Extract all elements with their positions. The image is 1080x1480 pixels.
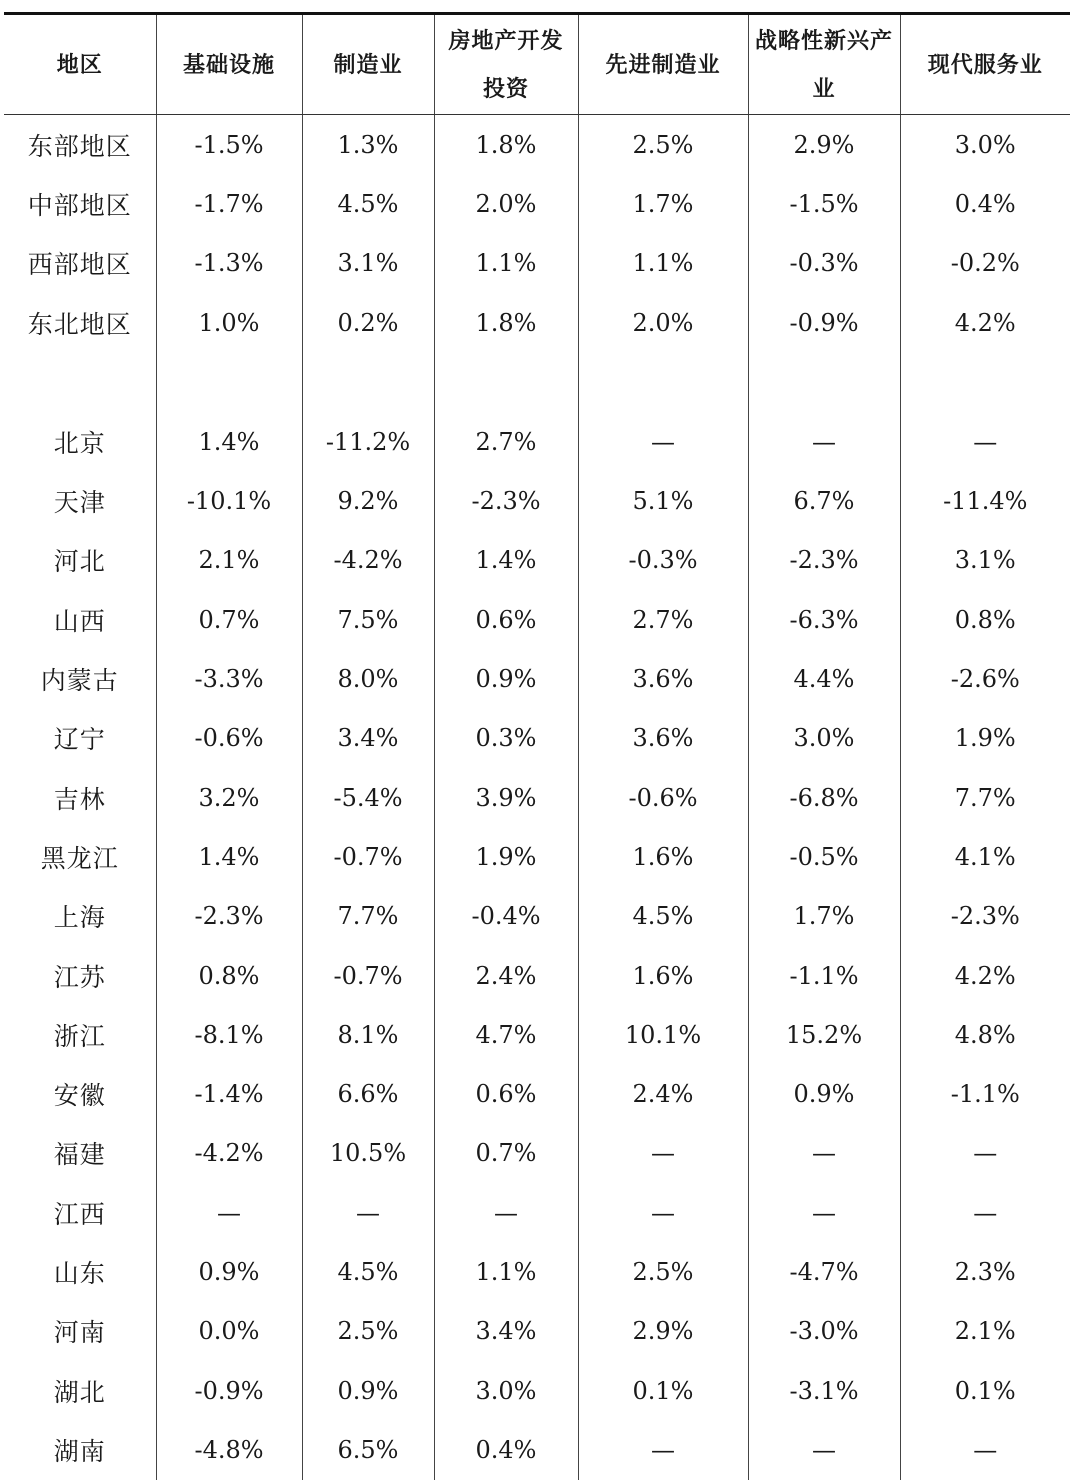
- cell-modern-services: 0.1%: [900, 1361, 1070, 1420]
- table-row: [4, 827, 1070, 886]
- cell-infrastructure: -1.7%: [156, 174, 302, 233]
- table-row: [4, 234, 1070, 293]
- cell-advanced-manufacturing: —: [578, 1183, 748, 1242]
- cell-real-estate: 4.7%: [434, 1005, 578, 1064]
- cell-strategic-emerging: -3.1%: [748, 1361, 900, 1420]
- cell-strategic-emerging: -2.3%: [748, 531, 900, 590]
- cell-real-estate: 0.6%: [434, 1064, 578, 1123]
- cell-real-estate: —: [434, 1183, 578, 1242]
- cell-manufacturing: 1.3%: [302, 115, 434, 175]
- cell-manufacturing: 2.5%: [302, 1302, 434, 1361]
- cell-modern-services: 4.8%: [900, 1005, 1070, 1064]
- cell-manufacturing: 6.6%: [302, 1064, 434, 1123]
- table-body: [4, 115, 1070, 1480]
- cell-infrastructure: 1.4%: [156, 412, 302, 471]
- cell-advanced-manufacturing: 1.6%: [578, 827, 748, 886]
- table-row: [4, 946, 1070, 1005]
- cell-advanced-manufacturing: —: [578, 1124, 748, 1183]
- cell-region: 福建: [53, 1140, 106, 1170]
- cell-advanced-manufacturing: [578, 352, 748, 412]
- cell-modern-services: 2.3%: [900, 1242, 1070, 1301]
- cell-manufacturing: 0.2%: [302, 293, 434, 352]
- table-row: [4, 590, 1070, 649]
- cell-infrastructure: -4.2%: [156, 1124, 302, 1183]
- cell-region: 湖南: [53, 1436, 106, 1466]
- cell-manufacturing: -5.4%: [302, 768, 434, 827]
- cell-real-estate: 1.9%: [434, 827, 578, 886]
- cell-strategic-emerging: -6.3%: [748, 590, 900, 649]
- cell-region: 山西: [53, 606, 106, 636]
- cell-infrastructure: -3.3%: [156, 649, 302, 708]
- cell-manufacturing: 8.1%: [302, 1005, 434, 1064]
- cell-strategic-emerging: -0.5%: [748, 827, 900, 886]
- cell-modern-services: [900, 352, 1070, 412]
- cell-region: [4, 352, 156, 412]
- cell-real-estate: 1.8%: [434, 293, 578, 352]
- cell-region: 东部地区: [27, 131, 132, 161]
- cell-real-estate: 2.0%: [434, 174, 578, 233]
- cell-region: 河南: [53, 1318, 106, 1348]
- cell-infrastructure: 0.8%: [156, 946, 302, 1005]
- cell-advanced-manufacturing: 0.1%: [578, 1361, 748, 1420]
- cell-manufacturing: 3.1%: [302, 234, 434, 293]
- cell-infrastructure: -1.3%: [156, 234, 302, 293]
- cell-real-estate: 0.3%: [434, 709, 578, 768]
- cell-region: 河北: [53, 547, 106, 577]
- cell-strategic-emerging: 3.0%: [748, 709, 900, 768]
- cell-real-estate: 1.4%: [434, 531, 578, 590]
- cell-infrastructure: —: [156, 1183, 302, 1242]
- table-row: [4, 531, 1070, 590]
- header-infrastructure: 基础设施: [156, 14, 302, 115]
- table-row: [4, 293, 1070, 352]
- cell-manufacturing: —: [302, 1183, 434, 1242]
- cell-advanced-manufacturing: 10.1%: [578, 1005, 748, 1064]
- cell-region: 东北地区: [27, 309, 132, 339]
- cell-infrastructure: 0.7%: [156, 590, 302, 649]
- cell-strategic-emerging: 1.7%: [748, 887, 900, 946]
- cell-strategic-emerging: -0.3%: [748, 234, 900, 293]
- cell-strategic-emerging: [748, 352, 900, 412]
- cell-strategic-emerging: -1.5%: [748, 174, 900, 233]
- cell-infrastructure: -4.8%: [156, 1420, 302, 1479]
- cell-modern-services: 4.1%: [900, 827, 1070, 886]
- cell-modern-services: 7.7%: [900, 768, 1070, 827]
- cell-strategic-emerging: -3.0%: [748, 1302, 900, 1361]
- header-advanced-manufacturing: 先进制造业: [578, 14, 748, 115]
- header-real-estate: 房地产开发投资: [434, 14, 578, 115]
- header-region: 地区: [4, 14, 156, 115]
- cell-manufacturing: 9.2%: [302, 471, 434, 530]
- cell-region: 西部地区: [27, 250, 132, 280]
- cell-modern-services: 3.0%: [900, 115, 1070, 175]
- cell-infrastructure: -0.6%: [156, 709, 302, 768]
- cell-modern-services: —: [900, 1124, 1070, 1183]
- cell-advanced-manufacturing: 5.1%: [578, 471, 748, 530]
- cell-infrastructure: 1.4%: [156, 827, 302, 886]
- cell-advanced-manufacturing: 2.7%: [578, 590, 748, 649]
- cell-real-estate: 0.4%: [434, 1420, 578, 1479]
- cell-region: 江苏: [53, 962, 106, 992]
- cell-region: 天津: [53, 488, 106, 518]
- cell-real-estate: [434, 352, 578, 412]
- cell-infrastructure: -1.4%: [156, 1064, 302, 1123]
- cell-manufacturing: 10.5%: [302, 1124, 434, 1183]
- header-strategic-emerging: 战略性新兴产业: [748, 14, 900, 115]
- cell-real-estate: 0.6%: [434, 590, 578, 649]
- cell-region: 湖北: [53, 1377, 106, 1407]
- cell-modern-services: 2.1%: [900, 1302, 1070, 1361]
- cell-modern-services: -1.1%: [900, 1064, 1070, 1123]
- cell-manufacturing: 6.5%: [302, 1420, 434, 1479]
- cell-region: 江西: [53, 1199, 106, 1229]
- cell-infrastructure: 2.1%: [156, 531, 302, 590]
- header-modern-services: 现代服务业: [900, 14, 1070, 115]
- cell-real-estate: 3.9%: [434, 768, 578, 827]
- table-row: [4, 115, 1070, 175]
- cell-strategic-emerging: -6.8%: [748, 768, 900, 827]
- cell-manufacturing: 0.9%: [302, 1361, 434, 1420]
- cell-region: 北京: [53, 428, 106, 458]
- cell-real-estate: 3.4%: [434, 1302, 578, 1361]
- cell-real-estate: 3.0%: [434, 1361, 578, 1420]
- cell-infrastructure: -0.9%: [156, 1361, 302, 1420]
- table-header: [4, 14, 1070, 115]
- cell-modern-services: -0.2%: [900, 234, 1070, 293]
- cell-advanced-manufacturing: 4.5%: [578, 887, 748, 946]
- cell-region: 浙江: [53, 1021, 106, 1051]
- cell-manufacturing: 7.5%: [302, 590, 434, 649]
- cell-infrastructure: 3.2%: [156, 768, 302, 827]
- cell-manufacturing: -0.7%: [302, 827, 434, 886]
- cell-modern-services: 0.4%: [900, 174, 1070, 233]
- cell-advanced-manufacturing: 2.4%: [578, 1064, 748, 1123]
- cell-advanced-manufacturing: 3.6%: [578, 709, 748, 768]
- cell-advanced-manufacturing: 2.5%: [578, 115, 748, 175]
- table-row: [4, 1242, 1070, 1301]
- cell-strategic-emerging: —: [748, 1183, 900, 1242]
- table-row: [4, 887, 1070, 946]
- cell-manufacturing: 4.5%: [302, 174, 434, 233]
- cell-manufacturing: 7.7%: [302, 887, 434, 946]
- cell-real-estate: 1.1%: [434, 1242, 578, 1301]
- cell-infrastructure: 0.9%: [156, 1242, 302, 1301]
- cell-strategic-emerging: —: [748, 1124, 900, 1183]
- cell-manufacturing: [302, 352, 434, 412]
- cell-infrastructure: -1.5%: [156, 115, 302, 175]
- cell-region: 黑龙江: [40, 843, 119, 873]
- cell-strategic-emerging: —: [748, 1420, 900, 1479]
- cell-modern-services: —: [900, 412, 1070, 471]
- cell-manufacturing: 8.0%: [302, 649, 434, 708]
- cell-modern-services: 1.9%: [900, 709, 1070, 768]
- cell-strategic-emerging: 2.9%: [748, 115, 900, 175]
- table-row: [4, 1183, 1070, 1242]
- header-manufacturing: 制造业: [302, 14, 434, 115]
- cell-modern-services: —: [900, 1183, 1070, 1242]
- cell-infrastructure: -10.1%: [156, 471, 302, 530]
- cell-advanced-manufacturing: -0.6%: [578, 768, 748, 827]
- cell-region: 中部地区: [27, 190, 132, 220]
- cell-real-estate: 2.7%: [434, 412, 578, 471]
- cell-region: 上海: [53, 903, 106, 933]
- cell-advanced-manufacturing: 1.1%: [578, 234, 748, 293]
- table-row: [4, 352, 1070, 412]
- cell-region: 内蒙古: [40, 666, 119, 696]
- cell-infrastructure: -2.3%: [156, 887, 302, 946]
- table-row: [4, 471, 1070, 530]
- cell-real-estate: 0.9%: [434, 649, 578, 708]
- table-row: [4, 174, 1070, 233]
- cell-infrastructure: -8.1%: [156, 1005, 302, 1064]
- table-row: [4, 1005, 1070, 1064]
- cell-manufacturing: 3.4%: [302, 709, 434, 768]
- cell-infrastructure: 0.0%: [156, 1302, 302, 1361]
- cell-modern-services: -2.6%: [900, 649, 1070, 708]
- cell-advanced-manufacturing: 2.0%: [578, 293, 748, 352]
- cell-region: 辽宁: [53, 725, 106, 755]
- cell-real-estate: -0.4%: [434, 887, 578, 946]
- table-row: [4, 709, 1070, 768]
- investment-growth-table: [4, 12, 1070, 1480]
- cell-advanced-manufacturing: 2.9%: [578, 1302, 748, 1361]
- cell-advanced-manufacturing: —: [578, 1420, 748, 1479]
- cell-advanced-manufacturing: 2.5%: [578, 1242, 748, 1301]
- cell-strategic-emerging: 0.9%: [748, 1064, 900, 1123]
- cell-real-estate: 1.8%: [434, 115, 578, 175]
- table-row: [4, 412, 1070, 471]
- cell-real-estate: 0.7%: [434, 1124, 578, 1183]
- cell-strategic-emerging: —: [748, 412, 900, 471]
- cell-advanced-manufacturing: 1.7%: [578, 174, 748, 233]
- table-row: [4, 768, 1070, 827]
- cell-real-estate: 2.4%: [434, 946, 578, 1005]
- cell-advanced-manufacturing: —: [578, 412, 748, 471]
- cell-advanced-manufacturing: 3.6%: [578, 649, 748, 708]
- cell-advanced-manufacturing: -0.3%: [578, 531, 748, 590]
- cell-manufacturing: -4.2%: [302, 531, 434, 590]
- cell-modern-services: -11.4%: [900, 471, 1070, 530]
- cell-modern-services: 0.8%: [900, 590, 1070, 649]
- cell-strategic-emerging: 6.7%: [748, 471, 900, 530]
- cell-strategic-emerging: -1.1%: [748, 946, 900, 1005]
- cell-region: 山东: [53, 1258, 106, 1288]
- cell-strategic-emerging: 4.4%: [748, 649, 900, 708]
- cell-manufacturing: 4.5%: [302, 1242, 434, 1301]
- table-row: [4, 649, 1070, 708]
- cell-real-estate: 1.1%: [434, 234, 578, 293]
- cell-modern-services: 4.2%: [900, 293, 1070, 352]
- cell-region: 吉林: [53, 784, 106, 814]
- cell-modern-services: —: [900, 1420, 1070, 1479]
- cell-strategic-emerging: -0.9%: [748, 293, 900, 352]
- cell-infrastructure: 1.0%: [156, 293, 302, 352]
- cell-strategic-emerging: 15.2%: [748, 1005, 900, 1064]
- cell-manufacturing: -11.2%: [302, 412, 434, 471]
- table-row: [4, 1361, 1070, 1420]
- cell-infrastructure: [156, 352, 302, 412]
- cell-modern-services: -2.3%: [900, 887, 1070, 946]
- table-row: [4, 1124, 1070, 1183]
- table-row: [4, 1064, 1070, 1123]
- cell-region: 安徽: [53, 1081, 106, 1111]
- investment-table-container: [4, 12, 1070, 1480]
- cell-real-estate: -2.3%: [434, 471, 578, 530]
- table-row: [4, 1302, 1070, 1361]
- cell-modern-services: 3.1%: [900, 531, 1070, 590]
- cell-advanced-manufacturing: 1.6%: [578, 946, 748, 1005]
- cell-strategic-emerging: -4.7%: [748, 1242, 900, 1301]
- header-row: [4, 14, 1070, 115]
- cell-manufacturing: -0.7%: [302, 946, 434, 1005]
- cell-modern-services: 4.2%: [900, 946, 1070, 1005]
